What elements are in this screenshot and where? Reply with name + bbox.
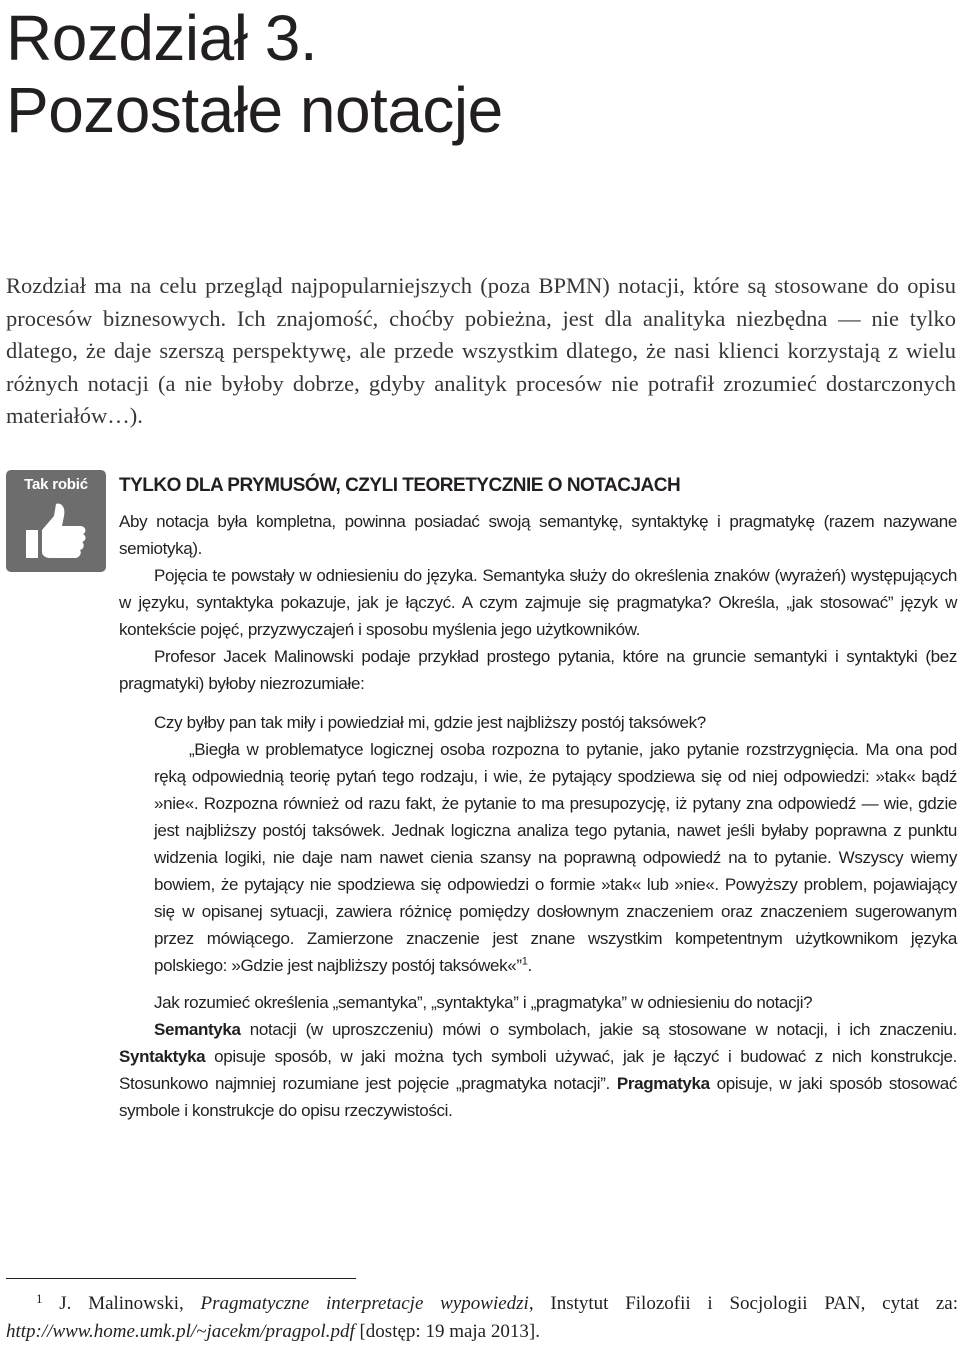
footnote-access-date: [dostęp: 19 maja 2013]. — [354, 1321, 540, 1342]
term-syntaktyka: Syntaktyka — [119, 1047, 206, 1066]
quoted-passage-text: „Biegła w problematyce logicznej osoba rozpozna to pytanie, jako pytanie rozstrzygnięcia. Ma ona pod ręką odpowiednią teorię pytań tego rodzaju, i wie, że pytający spodziewa się od niej odpowiedzi: »tak« bądź »nie«. Rozpozna również od razu fakt, że pytanie to ma presupozycję, iż pytany zna odpowiedź — wie, gdzie jest najbliższy postój taksówek. Jednak logiczna analiza tego pytania, nawet jeśli byłaby poprawna z punktu widzenia logiki, nie daje nam nawet cienia szansy na poprawną odpowiedź na to pytanie. Wszyscy wiemy bowiem, że pytający nie spodziewa się odpowiedzi o formie »tak« lub »nie«. Powyższy problem, pojawiający się w opisanej sytuacji, zawiera różnicę pomiędzy dosłownym znaczeniem oraz znaczeniem sugerowanym przez mówiącego. Zamierzone znaczenie jest znane wszystkim kompetentnym użytkownikom języka polskiego: »Gdzie jest najbliższy postój taksówek«” — [154, 740, 957, 975]
footnote-separator — [6, 1278, 356, 1279]
chapter-name: Pozostałe notacje — [6, 74, 503, 146]
quoted-passage-end: . — [527, 956, 532, 975]
quoted-question: Czy byłby pan tak miły i powiedział mi, gdzie jest najbliższy postój taksówek? — [154, 713, 706, 732]
footnote-title: Pragmatyczne interpretacje wypowiedzi — [200, 1293, 529, 1314]
term-pragmatyka: Pragmatyka — [616, 1074, 710, 1093]
footnote-author: J. Malinowski, — [42, 1293, 201, 1314]
definition-syntaktyka: opisuje sposób, w jaki można tych symboli używać, jak je łączyć i budować z nich konstrukcje. Stosunkowo najmniej rozumiane jest pojęcie „pragmatyka notacji”. — [119, 1047, 957, 1093]
thumbs-up-icon — [20, 500, 92, 566]
chapter-number: Rozdział 3. — [6, 2, 318, 74]
term-semantyka: Semantyka — [154, 1020, 241, 1039]
chapter-title — [6, 2, 503, 146]
footnote-number: 1 — [36, 1291, 43, 1306]
definition-pragmatyka: opisuje, w jaki sposób stosować symbole i konstrukcje do opisu rzeczywistości. — [119, 1074, 957, 1120]
intro-paragraph: Rozdział ma na celu przegląd najpopularniejszych (poza BPMN) notacji, które są stosowane do opisu procesów biznesowych. Ich znajomość, choćby pobieżna, jest dla analityka niezbędna — nie tylko dlatego, że daje szerszą perspektywę, ale przede wszystkim dlatego, że nasi klienci korzystają z wielu różnych notacji (a nie byłoby dobrze, gdyby analityk procesów nie potrafił zrozumieć dostarczonych materiałów…). — [6, 273, 956, 428]
tip-badge — [6, 470, 106, 572]
sidebar-box — [119, 474, 957, 1124]
definition-question: Jak rozumieć określenia „semantyka”, „syntaktyka” i „pragmatyka” w odniesieniu do notacji? — [154, 993, 813, 1012]
footnote-reference[interactable]: 1 — [521, 955, 528, 968]
definitions-paragraph — [119, 1016, 957, 1124]
sidebar-paragraph-1: Aby notacja była kompletna, powinna posiadać swoją semantykę, syntaktykę i pragmatykę (razem nazywane semiotyką). — [119, 512, 957, 558]
sidebar-heading: TYLKO DLA PRYMUSÓW, CZYLI TEORETYCZNIE O NOTACJACH — [119, 475, 681, 496]
definition-semantyka: notacji (w uproszczeniu) mówi o symbolach, jakie są stosowane w notacji, i ich znaczeniu. — [240, 1020, 957, 1039]
quoted-passage — [154, 736, 957, 979]
footnote — [6, 1290, 958, 1346]
sidebar-paragraph-2: Pojęcia te powstały w odniesieniu do języka. Semantyka służy do określenia znaków (wyrażeń) występujących w języku, syntaktyka pokazuje, jak je łączyć. A czym zajmuje się pragmatyka? Określa, „jak stosować” język w kontekście pojęć, przyzwyczajeń i sposobu myślenia jego użytkowników. — [119, 566, 957, 639]
tip-badge-label: Tak robić — [24, 476, 88, 493]
footnote-publisher: , Instytut Filozofii i Socjologii PAN, cytat za: — [528, 1293, 958, 1314]
sidebar-paragraph-3: Profesor Jacek Malinowski podaje przykład prostego pytania, które na gruncie semantyki i syntaktyki (bez pragmatyki) byłoby niezrozumiałe: — [119, 647, 957, 693]
quotation-block — [154, 709, 957, 1016]
footnote-url[interactable]: http://www.home.umk.pl/~jacekm/pragpol.pdf — [6, 1321, 355, 1342]
